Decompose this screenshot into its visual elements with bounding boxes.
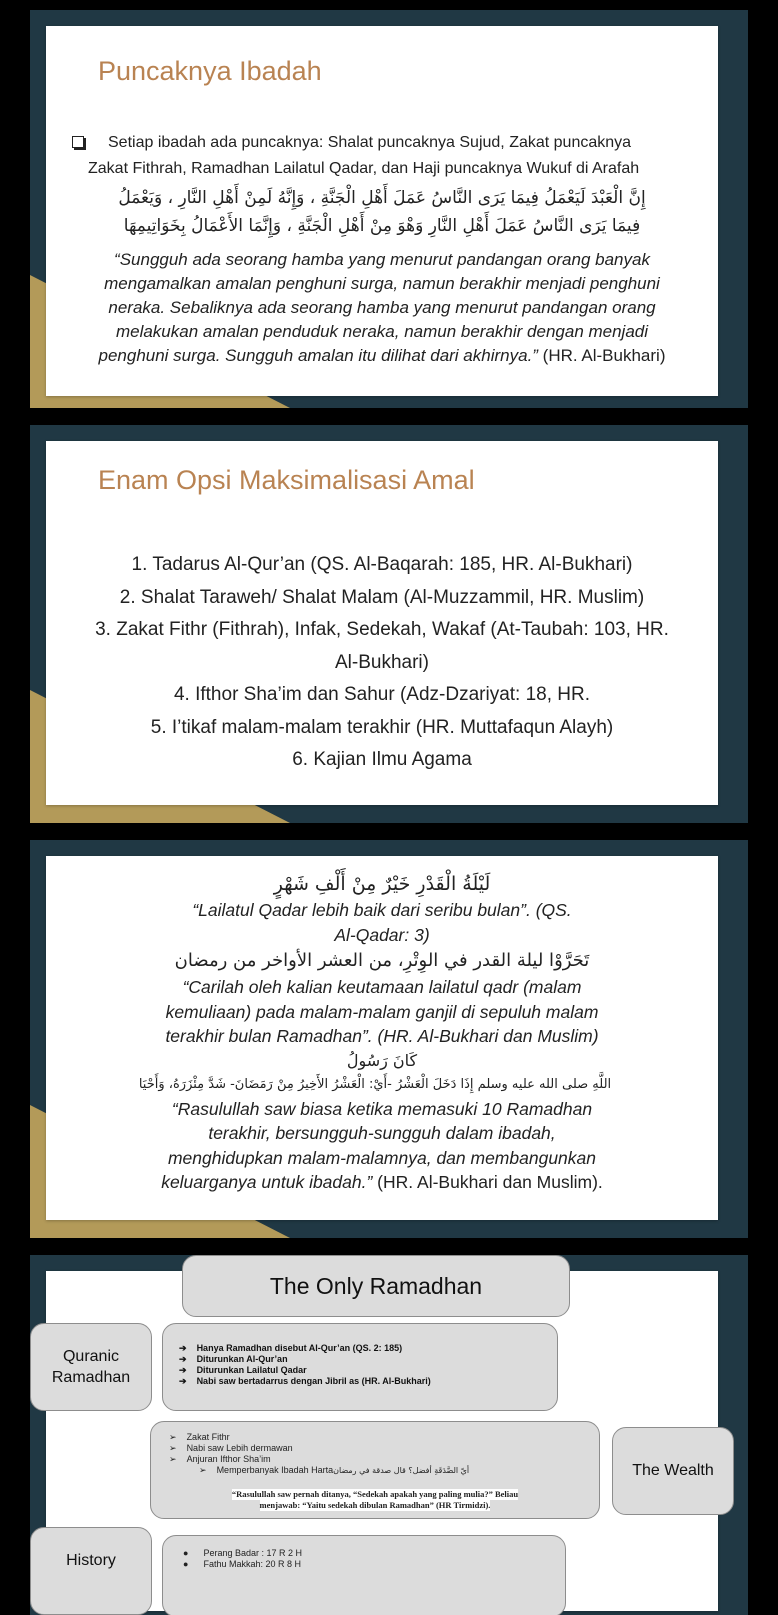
slide-paper — [46, 441, 718, 805]
slide-the-only-ramadhan — [30, 1255, 748, 1615]
item-text: Memperbanyak Ibadah Harta — [216, 1465, 334, 1475]
list-item — [169, 1465, 469, 1476]
quote-line: “Rasulullah saw pernah ditanya, “Sedekah apakah yang paling mulia?” Beliau — [231, 1489, 519, 1499]
options-list — [46, 549, 718, 777]
list-item: 1. Tadarus Al-Qur’an (QS. Al-Baqarah: 185, HR. Al-Bukhari) — [131, 554, 633, 575]
quranic-list — [179, 1343, 431, 1387]
translation-line: melakukan amalan penduduk neraka, namun berakhir dengan menjadi — [115, 322, 649, 341]
quote-last-line — [46, 1170, 718, 1195]
arrow-icon: ➔ — [179, 1365, 187, 1375]
slide-paper — [46, 856, 718, 1220]
arabic-verse: لَيْلَةُ الْقَدْرِ خَيْرٌ مِنْ أَلْفِ شَهْرٍ — [273, 873, 491, 895]
list-item — [179, 1343, 431, 1354]
quote-line: “Rasulullah saw biasa ketika memasuki 10 Ramadhan — [171, 1098, 593, 1119]
bullet-icon: ● — [183, 1559, 189, 1569]
the-wealth-box — [612, 1427, 734, 1515]
list-item — [183, 1548, 302, 1559]
wealth-arabic: أيّ الصَّدَقَةِ أفضل؟ قال صدقة في رمضان — [333, 1466, 470, 1475]
slide-title: Puncaknya Ibadah — [98, 56, 322, 86]
list-item — [179, 1354, 431, 1365]
quote-line: menghidupkan malam-malamnya, dan membangunkan — [167, 1147, 596, 1168]
bullet-text-line2: Zakat Fithrah, Ramadhan Lailatul Qadar, dan Haji puncaknya Wukuf di Arafah — [88, 160, 640, 177]
quote-line: Al-Qadar: 3) — [334, 924, 430, 945]
translation-last-line — [46, 344, 718, 368]
history-box — [30, 1527, 152, 1615]
translation-line: penghuni surga. Sungguh amalan itu dilihat dari akhirnya.” — [98, 346, 538, 365]
translation-line: “Sungguh ada seorang hamba yang menurut pandangan orang banyak — [114, 250, 650, 269]
item-text: Fathu Makkah: 20 R 8 H — [203, 1559, 301, 1569]
item-text: Diturunkan Al-Qur’an — [196, 1354, 288, 1364]
hadith-translation — [46, 248, 718, 368]
chevron-icon: ➢ — [169, 1432, 177, 1442]
wealth-details-box — [150, 1421, 600, 1519]
history-list — [183, 1548, 302, 1570]
arrow-icon: ➔ — [179, 1354, 187, 1364]
quranic-label — [31, 1324, 151, 1388]
list-item — [179, 1365, 431, 1376]
arabic-hadith: تَحَرَّوْا ليلة القدر في الوِتْرِ، من العشر الأواخر من رمضان — [174, 950, 590, 971]
bullet-row — [72, 130, 712, 182]
chevron-icon: ➢ — [169, 1443, 177, 1453]
slide-lailatul-qadar — [30, 840, 748, 1238]
quote-line: menjawab: “Yaitu sedekah dibulan Ramadhan” (HR Tirmidzi). — [259, 1500, 491, 1510]
bullet-icon: ● — [183, 1548, 189, 1558]
item-text: Perang Badar : 17 R 2 H — [203, 1548, 303, 1558]
quote-line: keluarganya untuk ibadah.” — [161, 1172, 373, 1192]
hadith-arabic-line2: فِيمَا يَرَى النَّاسُ عَمَلَ أَهْلِ النَّارِ وَهْوَ مِنْ أَهْلِ الْجَنَّةِ ، وَإِنَّمَا الأَعْمَالُ بِخَوَاتِيمِهَا — [123, 216, 641, 236]
list-item: 6. Kajian Ilmu Agama — [292, 749, 472, 770]
arabic-hadith-body: اللَّهِ صلى الله عليه وسلم إِذَا دَخَلَ الْعَشْرُ -أَيْ: الْعَشْرُ الأَخِيرُ مِنْ رَمَضَانَ- شَدَّ مِئْزَرَهُ، وَأَحْيَا — [138, 1076, 612, 1092]
slide-title: Enam Opsi Maksimalisasi Amal — [98, 465, 475, 495]
history-label: History — [66, 1552, 116, 1569]
wealth-list — [169, 1432, 469, 1476]
arrow-icon: ➔ — [179, 1376, 187, 1386]
wealth-label: The Wealth — [632, 1462, 714, 1479]
wealth-quote — [151, 1489, 599, 1511]
list-item: Al-Bukhari) — [335, 651, 429, 673]
chevron-icon: ➢ — [169, 1454, 177, 1464]
list-item: 2. Shalat Taraweh/ Shalat Malam (Al-Muzzammil, HR. Muslim) — [119, 586, 645, 608]
checkbox-icon — [72, 136, 84, 148]
list-item: 3. Zakat Fithr (Fithrah), Infak, Sedekah, Wakaf (At-Taubah: 103, HR. — [95, 619, 669, 640]
item-text: Zakat Fithr — [186, 1432, 230, 1442]
list-item: 5. I’tikaf malam-malam terakhir (HR. Muttafaqun Alayh) — [150, 716, 614, 738]
history-details-box — [162, 1535, 566, 1615]
translation-line: mengamalkan amalan penghuni surga, namun berakhir menjadi penghuni — [104, 274, 660, 293]
label-line: Ramadhan — [51, 1369, 131, 1386]
item-text: Nabi saw Lebih dermawan — [186, 1443, 293, 1453]
list-item — [169, 1432, 469, 1443]
quote-line: terakhir, bersungguh-sungguh dalam ibadah, — [208, 1123, 556, 1143]
arabic-hadith-intro: كَانَ رَسُولُ — [346, 1050, 418, 1070]
slide-title: The Only Ramadhan — [269, 1273, 483, 1299]
quote-line: terakhir bulan Ramadhan”. (HR. Al-Bukhari dan Muslim) — [165, 1026, 599, 1046]
hadith-source: (HR. Al-Bukhari) — [537, 346, 666, 365]
item-text: Nabi saw bertadarrus dengan Jibril as (HR. Al-Bukhari) — [196, 1376, 431, 1386]
title-box — [182, 1255, 570, 1317]
slide-enam-opsi — [30, 425, 748, 823]
label-line: Quranic — [62, 1348, 120, 1365]
list-item — [169, 1454, 469, 1465]
chevron-icon: ➢ — [199, 1465, 207, 1475]
arrow-icon: ➔ — [179, 1343, 187, 1353]
quote-source: (HR. Al-Bukhari dan Muslim). — [372, 1172, 603, 1192]
translation-line: neraka. Sebaliknya ada seorang hamba yang menurut pandangan orang — [108, 298, 656, 317]
bullet-text-line1: Setiap ibadah ada puncaknya: Shalat puncaknya Sujud, Zakat puncaknya — [108, 134, 632, 151]
quranic-ramadhan-box — [30, 1323, 152, 1411]
quote-line: kemuliaan) pada malam-malam ganjil di sepuluh malam — [165, 1001, 599, 1022]
list-item — [183, 1559, 302, 1570]
quranic-details-box — [162, 1323, 558, 1411]
list-item — [179, 1376, 431, 1387]
hadith-arabic-line1: إِنَّ الْعَبْدَ لَيَعْمَلُ فِيمَا يَرَى النَّاسُ عَمَلَ أَهْلِ الْجَنَّةِ ، وَإِنَّهُ لَمِنْ أَهْلِ النَّارِ ، وَيَعْمَلُ — [118, 188, 646, 208]
item-text: Hanya Ramadhan disebut Al-Qur’an (QS. 2: 185) — [196, 1343, 403, 1353]
item-text: Anjuran Ifthor Sha’im — [186, 1454, 271, 1464]
list-item — [169, 1443, 469, 1454]
quote-line: “Lailatul Qadar lebih baik dari seribu bulan”. (QS. — [192, 900, 572, 920]
quotes-block — [46, 870, 718, 1195]
slide-paper — [46, 26, 718, 396]
list-item: 4. Ifthor Sha’im dan Sahur (Adz-Dzariyat: 18, HR. — [173, 684, 591, 705]
slide-puncaknya-ibadah — [30, 10, 748, 408]
quote-line: “Carilah oleh kalian keutamaan lailatul qadr (malam — [182, 977, 582, 997]
item-text: Diturunkan Lailatul Qadar — [196, 1365, 307, 1375]
